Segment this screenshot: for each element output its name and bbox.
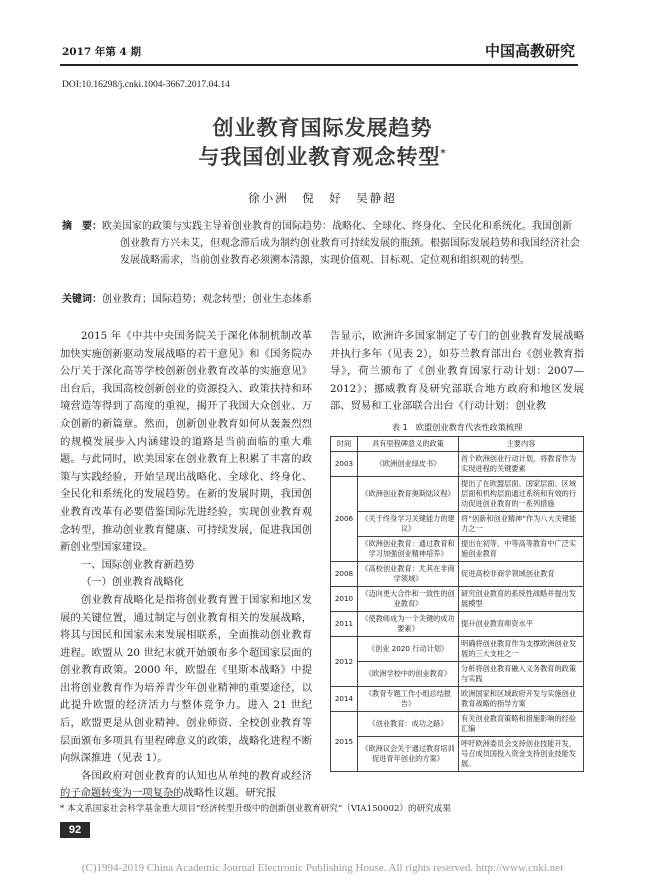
table-header-cell: 时间 bbox=[331, 437, 358, 452]
table-row bbox=[331, 537, 584, 562]
title-footnote-mark: * bbox=[440, 148, 447, 159]
table-content-cell: 首个欧洲创业行动计划，将教育作为实现进程的关键要素 bbox=[459, 452, 584, 477]
table-content-cell: 促进高校非商学领域创业教育 bbox=[459, 562, 584, 587]
subsection-heading: （一）创业教育战略化 bbox=[81, 576, 184, 589]
table-row bbox=[331, 512, 584, 537]
table-row bbox=[331, 587, 584, 612]
table-row bbox=[331, 612, 584, 637]
copyright-footer: (C)1994-2019 China Academic Journal Electronic Publishing House. All rights reserved. http://www.cnki.net bbox=[81, 862, 564, 874]
table-content-cell: 提出在初等、中等高等教育中广泛实施创业教育 bbox=[459, 537, 584, 562]
table-content-cell: 明确将创业教育作为支撑欧洲创业发展的三大支柱之一 bbox=[459, 637, 584, 662]
table-row bbox=[331, 637, 584, 662]
issue-label: 2017 年第 4 期 bbox=[62, 46, 141, 58]
footnote-rule bbox=[60, 797, 180, 798]
table-header-row bbox=[331, 437, 584, 452]
doi: DOI:10.16298/j.cnki.1004-3667.2017.04.14 bbox=[62, 80, 230, 90]
table-year-cell: 2006 bbox=[331, 477, 358, 562]
table-content-cell: 将“创新和创业精神”作为八大关键能力之一 bbox=[459, 512, 584, 537]
table-row bbox=[331, 687, 584, 712]
table-year-cell: 2010 bbox=[331, 587, 358, 612]
table-content-cell: 呼吁欧洲委员会支持创业技能开发，号召成员国投入资金支持创业技能发展。 bbox=[459, 737, 584, 772]
table-policy-cell: 《欧洲创业教育：通过教育和学习加强创业精神培养》 bbox=[358, 537, 459, 562]
table-year-cell: 2003 bbox=[331, 452, 358, 477]
table-row bbox=[331, 452, 584, 477]
abstract-label: 摘 要： bbox=[62, 221, 102, 232]
page-number: 92 bbox=[60, 822, 90, 838]
table-year-cell: 2015 bbox=[331, 712, 358, 772]
authors: 徐小洲 倪 好 吴静超 bbox=[248, 191, 397, 205]
table-row bbox=[331, 477, 584, 512]
table-year-cell: 2012 bbox=[331, 637, 358, 687]
table-row bbox=[331, 562, 584, 587]
table-year-cell: 2014 bbox=[331, 687, 358, 712]
table-year-cell: 2011 bbox=[331, 612, 358, 637]
keywords bbox=[62, 290, 312, 305]
title-line-2 bbox=[0, 141, 645, 171]
table-row bbox=[331, 712, 584, 737]
title-line-1: 创业教育国际发展趋势 bbox=[212, 116, 433, 140]
table-policy-cell: 《迈向更大合作和一致性的创业教育》 bbox=[358, 587, 459, 612]
table-policy-cell: 《欧洲创业教育奥斯陆议程》 bbox=[358, 477, 459, 512]
policy-table bbox=[330, 436, 584, 772]
table-content-cell: 分析将创业教育融入义务教育的政策与实践 bbox=[459, 662, 584, 687]
table-content-cell: 有关创业教育策略和措施影响的经验汇编 bbox=[459, 712, 584, 737]
table-policy-cell: 《关于终身学习关键能力的建议》 bbox=[358, 512, 459, 537]
table-row bbox=[331, 662, 584, 687]
keywords-text: 创业教育；国际趋势；观念转型；创业生态体系 bbox=[102, 294, 312, 305]
table-header-cell: 具有里程碑意义的政策 bbox=[358, 437, 459, 452]
section-heading: 一、国际创业教育新趋势 bbox=[81, 558, 195, 571]
abstract bbox=[62, 218, 580, 269]
title-line-2-text: 与我国创业教育观念转型 bbox=[198, 145, 441, 169]
journal-name: 中国高教研究 bbox=[484, 42, 575, 60]
table-caption: 表 1 欧盟创业教育代表性政策梳理 bbox=[391, 422, 523, 432]
table-policy-cell: 《创业 2020 行动计划》 bbox=[358, 637, 459, 662]
keywords-label: 关键词： bbox=[62, 294, 102, 305]
table-body bbox=[331, 452, 584, 772]
footnote: * 本文系国家社会科学基金重大项目“经济转型升级中的创新创业教育研究”（VIA150002）的研究成果 bbox=[60, 804, 451, 814]
table-policy-cell: 《教育专题工作小组总结报告》 bbox=[358, 687, 459, 712]
paragraph: 2015 年《中共中央国务院关于深化体制机制改革加快实施创新驱动发展战略的若干意见》和《国务院办公厅关于深化高等学校创新创业教育改革的实施意见》出台后，我国高校创新创业的资源投入、政策扶持和环境营造等得到了高度的重视，揭开了我国大众创业、万众创新的新篇章。然而，创新创业教育如何从轰轰烈烈的规模发展步入内涵建设的道路是当前面临的重大难题。与此同时，欧美国家在创业教育上积累了丰富的政策与实践经验，开始呈现出战略化、全球化、终身化、全民化和系统化的发展趋势。在新的发展时期，我国创业教育改革有必要借鉴国际先进经验，实现创业教育观念转型，推动创业教育健康、可持续发展，促进我国创新创业型国家建设。 bbox=[60, 330, 312, 554]
table-content-cell: 提出了在欧盟层面、国家层面、区域层面和机构层面通过系统和有效的行动促进创业教育的一系列措施 bbox=[459, 477, 584, 512]
table-row bbox=[331, 737, 584, 772]
table-policy-cell: 《欧洲创业绿皮书》 bbox=[358, 452, 459, 477]
table-content-cell: 提升创业教育师资水平 bbox=[459, 612, 584, 637]
table-policy-cell: 《欧洲议会关于通过教育培训促进青年创业的方案》 bbox=[358, 737, 459, 772]
table-policy-cell: 《使教师成为一个关键的成功要素》 bbox=[358, 612, 459, 637]
paragraph: 告显示，欧洲许多国家制定了专门的创业教育发展战略并执行多年（见表 2），如芬兰教育部出台《创业教育指导》，荷兰颁布了《创业教育国家行动计划：2007—2012》；挪威教育及研究部联合地方政府和地区发展部、贸易和工业部联合出台《行动计划：创业教 bbox=[330, 330, 584, 413]
table-policy-cell: 《欧洲学校中的创业教育》 bbox=[358, 662, 459, 687]
abstract-text: 欧美国家的政策与实践主导着创业教育的国际趋势：战略化、全球化、终身化、全民化和系统化。我国创新创业教育方兴未艾，但观念滞后成为制约创业教育可持续发展的瓶颈。根据国际发展趋势和我国经济社会发展战略需求，当前创业教育必须溯本清源，实现价值观、目标观、定位观和组织观的转型。 bbox=[102, 221, 580, 266]
table-content-cell: 欧洲国家和区域政府开发与实施创业教育战略的指导方案 bbox=[459, 687, 584, 712]
body-right-column bbox=[330, 328, 584, 416]
paragraph: 创业教育战略化是指将创业教育置于国家和地区发展的关键位置，通过制定与创业教育相关的发展战略，将其与国民和国家未来发展相联系，全面推动创业教育进程。欧盟从 20 世纪末就开始颁布多个超国家层面的创业教育政策。2000 年，欧盟在《里斯本战略》中提出将创业教育作为培养青少年创业精神的重要途径，以此提升欧盟的经济活力与整体竞争力。进入 21 世纪后，欧盟更是从创业精神、创业师资、全校创业教育等层面颁布多项具有里程碑意义的政策，战略化进程不断向纵深推进（见表 1）。 bbox=[60, 593, 312, 765]
paragraph: 各国政府对创业教育的认知也从单纯的教育或经济的子命题转变为一项复杂的战略性议题。研究报 bbox=[60, 769, 312, 800]
header-rule bbox=[60, 64, 578, 66]
body-left-column bbox=[60, 328, 312, 803]
table-policy-cell: 《创业教育：成功之路》 bbox=[358, 712, 459, 737]
table-header-cell: 主要内容 bbox=[459, 437, 584, 452]
table-year-cell: 2008 bbox=[331, 562, 358, 587]
table-content-cell: 研究创业教育的系统性战略并提出发展模型 bbox=[459, 587, 584, 612]
table-policy-cell: 《高校创业教育：尤其在非商学领域》 bbox=[358, 562, 459, 587]
